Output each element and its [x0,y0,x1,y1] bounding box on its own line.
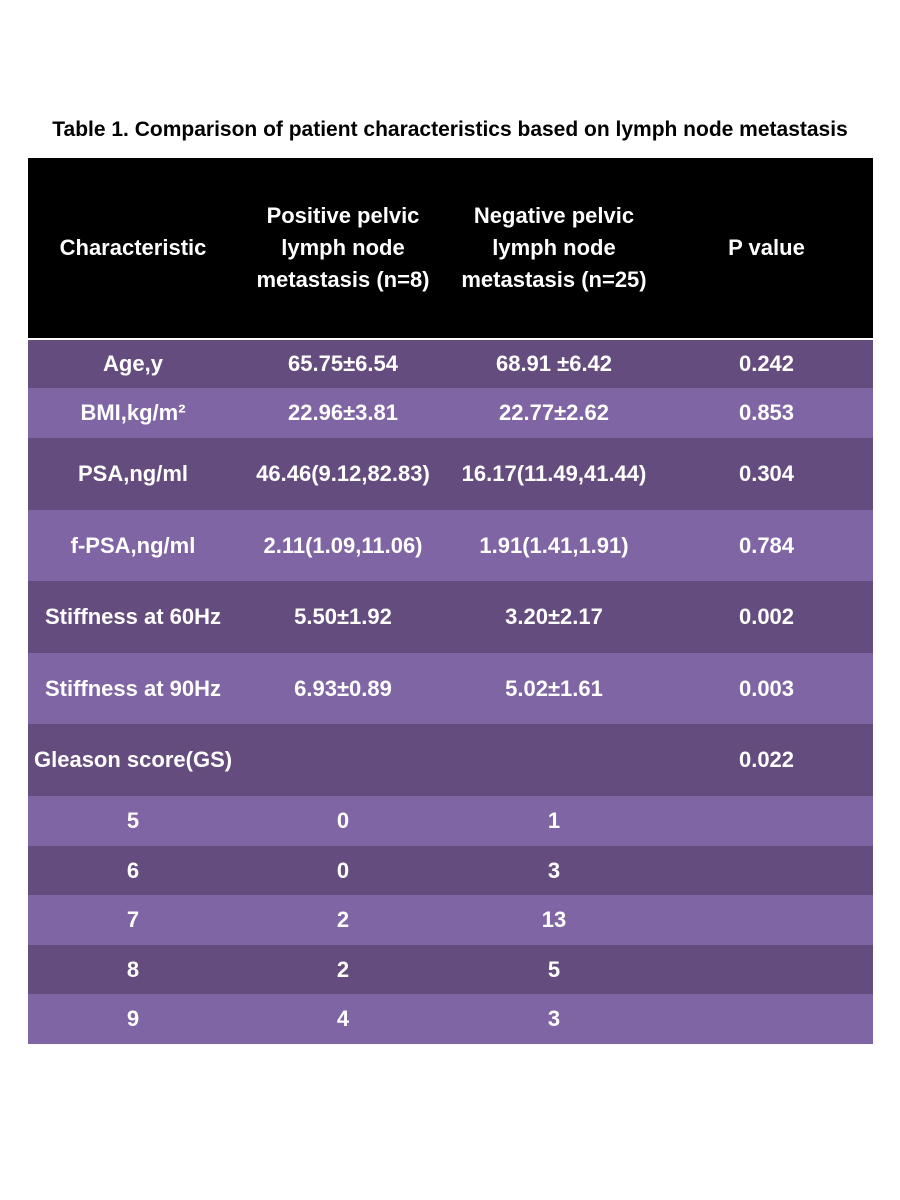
characteristics-table [28,158,873,1044]
positive-value: 0 [336,857,350,883]
p-value: 0.853 [738,400,795,425]
negative-value: 3 [547,857,561,883]
table-row-fpsa [28,510,873,581]
row-label: Gleason score(GS) [34,747,233,772]
table-row-gleason-score [28,724,873,796]
row-label: 6 [126,857,140,883]
row-label: f-PSA,ng/ml [70,532,196,558]
row-label: Stiffness at 90Hz [44,675,222,701]
table-row-age [28,338,873,388]
row-label: PSA,ng/ml [77,461,188,486]
negative-value: 22.77±2.62 [499,400,609,425]
positive-value: 4 [336,1006,350,1031]
positive-value: 2 [336,956,350,982]
row-label: 9 [126,1006,140,1031]
negative-value: 1 [547,808,561,833]
header-characteristic: Characteristic [59,235,207,260]
header-negative-metastasis: Negative pelvic lymph node metastasis (n=25) [461,203,647,292]
header-p-value: P value [728,235,805,260]
row-label: BMI,kg/m² [80,400,186,425]
negative-value: 68.91 ±6.42 [495,351,613,376]
negative-value: 5.02±1.61 [505,675,603,701]
table-row-gs-5 [28,796,873,846]
p-value: 0.304 [738,461,795,486]
p-value: 0.022 [738,747,795,772]
positive-value: 2 [336,907,350,932]
positive-value: 46.46(9.12,82.83) [256,461,430,486]
row-label: Age,y [103,351,163,376]
table-row-psa [28,438,873,510]
p-value: 0.003 [738,675,795,701]
row-label: 8 [126,956,140,982]
positive-value: 0 [336,808,350,833]
positive-value: 2.11(1.09,11.06) [263,532,423,558]
table-row-stiffness-90hz [28,653,873,724]
table-header-row [28,158,873,338]
table-row-bmi [28,388,873,438]
positive-value: 65.75±6.54 [288,351,398,376]
table-row-gs-8 [28,945,873,994]
positive-value: 6.93±0.89 [294,675,392,701]
negative-value: 1.91(1.41,1.91) [479,532,629,558]
table-row-gs-9 [28,994,873,1044]
table-caption: Table 1. Comparison of patient characteristics based on lymph node metastasis [52,118,848,141]
negative-value: 13 [541,907,567,932]
row-label: 5 [126,808,140,833]
negative-value: 3 [547,1006,561,1031]
row-label: 7 [126,907,140,932]
row-label: Stiffness at 60Hz [44,604,222,629]
positive-value: 5.50±1.92 [294,604,392,629]
header-positive-metastasis: Positive pelvic lymph node metastasis (n=8) [256,203,430,292]
negative-value: 16.17(11.49,41.44) [461,461,647,486]
p-value: 0.242 [738,351,795,376]
positive-value: 22.96±3.81 [288,400,398,425]
table-row-gs-7 [28,895,873,945]
table-row-gs-6 [28,846,873,895]
p-value: 0.784 [738,532,795,558]
table-row-stiffness-60hz [28,581,873,653]
p-value: 0.002 [738,604,795,629]
negative-value: 5 [547,956,561,982]
negative-value: 3.20±2.17 [505,604,603,629]
